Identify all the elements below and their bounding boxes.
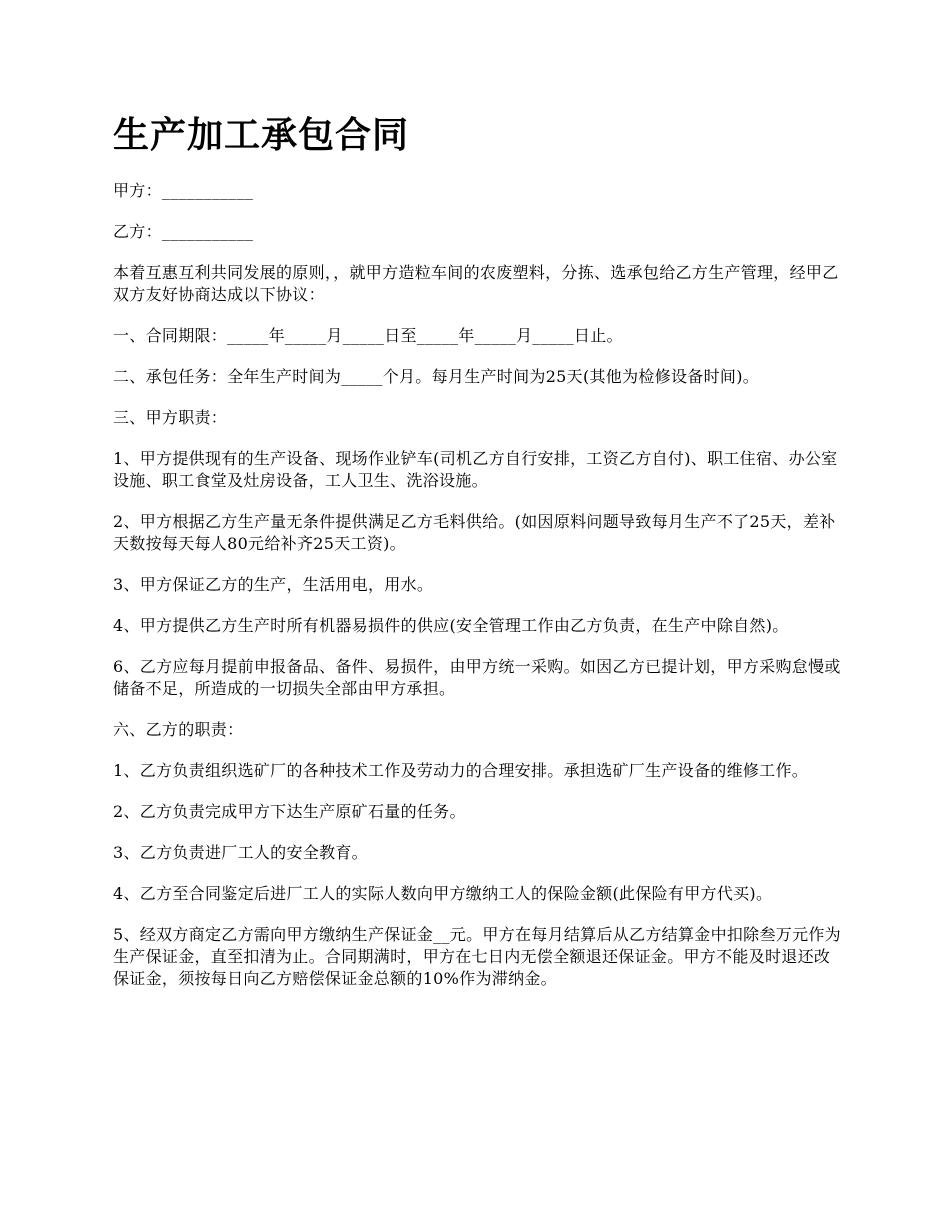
preamble-paragraph: 本着互惠互利共同发展的原则，，就甲方造粒车间的农废塑料，分拣、选承包给乙方生产管理，经甲乙双方友好协商达成以下协议： [113,263,839,304]
document-page [113,110,843,1009]
party-b-duty-item: 5、经双方商定乙方需向甲方缴纳生产保证金__元。甲方在每月结算后从乙方结算金中扣除叁万元作为生产保证金，直至扣清为止。合同期满时，甲方在七日内无偿全额退还保证金。甲方不能及时退还改保证金，须按每日向乙方赔偿保证金总额的10%作为滞纳金。 [113,925,841,988]
party-b-duty-item: 2、乙方负责完成甲方下达生产原矿石量的任务。 [113,802,466,821]
contract-term-clause: 一、合同期限：_____年_____月_____日至_____年_____月_____日止。 [113,326,623,345]
party-b-line: 乙方：___________ [113,222,254,241]
party-a-line: 甲方：___________ [113,181,254,200]
party-a-duty-item: 1、甲方提供现有的生产设备、现场作业铲车(司机乙方自行安排，工资乙方自付)、职工住宿、办公室设施、职工食堂及灶房设备，工人卫生、洗浴设施。 [113,449,838,490]
party-b-duty-item: 3、乙方负责进厂工人的安全教育。 [113,843,368,862]
party-b-duty-item: 1、乙方负责组织选矿厂的各种技术工作及劳动力的合理安排。承担选矿厂生产设备的维修工作。 [113,761,809,780]
party-a-duty-item: 2、甲方根据乙方生产量无条件提供满足乙方毛料供给。(如因原料问题导致每月生产不了25天，差补天数按每天每人80元给补齐25天工资)。 [113,512,836,553]
party-b-duty-item: 4、乙方至合同鉴定后进厂工人的实际人数向甲方缴纳工人的保险金额(此保险有甲方代买)。 [113,884,773,903]
party-a-duties-heading: 三、甲方职责： [113,408,228,427]
contract-task-clause: 二、承包任务：全年生产时间为_____个月。每月生产时间为25天(其他为检修设备时间)。 [113,367,760,386]
party-a-duty-item: 6、乙方应每月提前申报备品、备件、易损件，由甲方统一采购。如因乙方已提计划，甲方采购怠慢或储备不足，所造成的一切损失全部由甲方承担。 [113,657,841,698]
party-a-duty-item: 3、甲方保证乙方的生产，生活用电，用水。 [113,575,434,594]
party-b-duties-heading: 六、乙方的职责： [113,720,244,739]
document-title: 生产加工承包合同 [113,115,410,156]
party-a-duty-item: 4、甲方提供乙方生产时所有机器易损件的供应(安全管理工作由乙方负责，在生产中除自然)。 [113,616,789,635]
